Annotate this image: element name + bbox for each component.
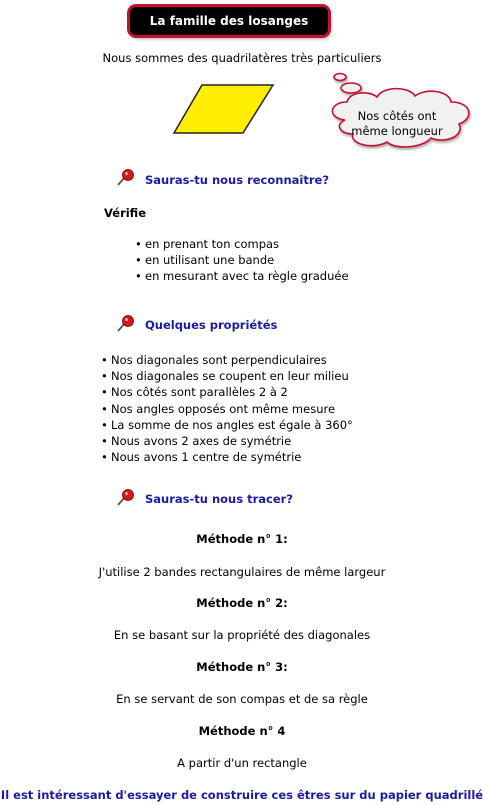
method-3-title: Méthode n° 3: bbox=[196, 660, 288, 674]
list-item: • La somme de nos angles est égale à 360° bbox=[101, 417, 353, 432]
recognize-list bbox=[135, 236, 349, 285]
bullet-icon: • bbox=[101, 353, 108, 367]
verify-label: Vérifie bbox=[104, 206, 147, 220]
method-2-text: En se basant sur la propriété des diagonales bbox=[113, 628, 371, 642]
page-title-text: La famille des losanges bbox=[149, 14, 309, 28]
method-2-title: Méthode n° 2: bbox=[196, 596, 288, 610]
section-heading-recognize: Sauras-tu nous reconnaître? bbox=[145, 173, 329, 187]
section-heading-properties: Quelques propriétés bbox=[145, 318, 278, 332]
list-item: • Nous avons 2 axes de symétrie bbox=[101, 433, 292, 448]
bullet-icon: • bbox=[101, 385, 108, 400]
bullet-icon: • bbox=[135, 237, 142, 251]
speech-bubble-line2: même longueur bbox=[351, 124, 443, 138]
bullet-icon: • bbox=[101, 450, 108, 465]
bullet-icon: • bbox=[101, 401, 108, 416]
method-4-title: Méthode n° 4 bbox=[198, 724, 286, 738]
list-item: • Nous avons 1 centre de symétrie bbox=[101, 450, 302, 465]
bullet-icon: • bbox=[101, 417, 108, 432]
bullet-icon: • bbox=[101, 369, 108, 384]
pushpin-icon bbox=[114, 168, 136, 188]
speech-bubble-line1: Nos côtés ont bbox=[357, 109, 437, 123]
list-item: • en prenant ton compas bbox=[135, 237, 280, 251]
rhombus-illustration bbox=[172, 82, 276, 136]
subtitle: Nous sommes des quadrilatères très particuliers bbox=[102, 51, 382, 65]
rhombus-shape bbox=[174, 85, 273, 133]
bullet-icon: • bbox=[101, 433, 108, 448]
list-item: • en utilisant une bande bbox=[135, 253, 275, 268]
bullet-icon: • bbox=[135, 253, 142, 268]
method-3-text: En se servant de son compas et de sa règle bbox=[116, 692, 368, 706]
list-item: • Nos côtés sont parallèles 2 à 2 bbox=[101, 385, 288, 400]
method-1-title: Méthode n° 1: bbox=[196, 532, 288, 546]
list-item: • Nos diagonales se coupent en leur milieu bbox=[101, 369, 349, 384]
list-item: • Nos angles opposés ont même mesure bbox=[101, 401, 336, 416]
section-heading-draw: Sauras-tu nous tracer? bbox=[145, 492, 293, 506]
page-title bbox=[130, 7, 328, 35]
list-item: • Nos diagonales sont perpendiculaires bbox=[101, 353, 327, 367]
properties-list bbox=[101, 352, 353, 465]
pushpin-icon bbox=[114, 488, 136, 508]
footer-note: Il est intéressant d'essayer de construire ces êtres sur du papier quadrillé bbox=[0, 788, 484, 802]
list-item: • en mesurant avec ta règle graduée bbox=[135, 269, 349, 284]
method-4-text: A partir d'un rectangle bbox=[177, 756, 307, 770]
method-1-text: J'utilise 2 bandes rectangulaires de même largeur bbox=[98, 565, 386, 579]
bullet-icon: • bbox=[135, 269, 142, 284]
speech-bubble-text bbox=[342, 109, 452, 139]
pushpin-icon bbox=[114, 314, 136, 334]
